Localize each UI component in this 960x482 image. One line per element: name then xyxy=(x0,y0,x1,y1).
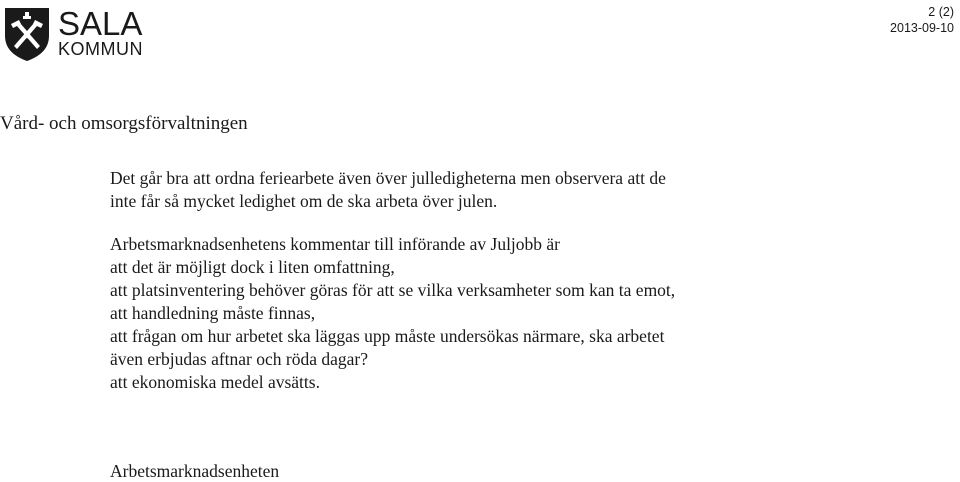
logo-name-line1: SALA xyxy=(58,5,143,42)
document-date: 2013-09-10 xyxy=(890,21,954,35)
logo-wordmark xyxy=(58,5,143,59)
paragraph-line: att handledning måste finnas, xyxy=(110,303,316,323)
department-heading: Vård- och omsorgsförvaltningen xyxy=(0,113,248,134)
paragraph-line: Det går bra att ordna feriearbete även över julledigheterna men observera att de xyxy=(110,168,666,188)
sala-kommun-logo xyxy=(2,6,143,62)
paragraph-line: att det är möjligt dock i liten omfattning, xyxy=(110,257,395,277)
paragraph-2 xyxy=(110,233,930,394)
hammer-crest-icon xyxy=(2,6,52,62)
paragraph-line: att frågan om hur arbetet ska läggas upp måste undersökas närmare, ska arbetet xyxy=(110,326,665,346)
paragraph-line: att platsinventering behöver göras för att se vilka verksamheter som kan ta emot, xyxy=(110,280,676,300)
signature: Arbetsmarknadsenheten xyxy=(110,461,280,481)
paragraph-line: Arbetsmarknadsenhetens kommentar till införande av Juljobb är xyxy=(110,234,561,254)
logo-name-line2: KOMMUN xyxy=(58,39,143,59)
page-header xyxy=(0,0,960,70)
page-meta xyxy=(890,4,954,36)
paragraph-1 xyxy=(110,167,930,213)
paragraph-line: inte får så mycket ledighet om de ska arbeta över julen. xyxy=(110,191,498,211)
page-number: 2 (2) xyxy=(928,5,954,19)
paragraph-line: även erbjudas aftnar och röda dagar? xyxy=(110,349,368,369)
document-body xyxy=(110,167,930,414)
paragraph-line: att ekonomiska medel avsätts. xyxy=(110,372,320,392)
